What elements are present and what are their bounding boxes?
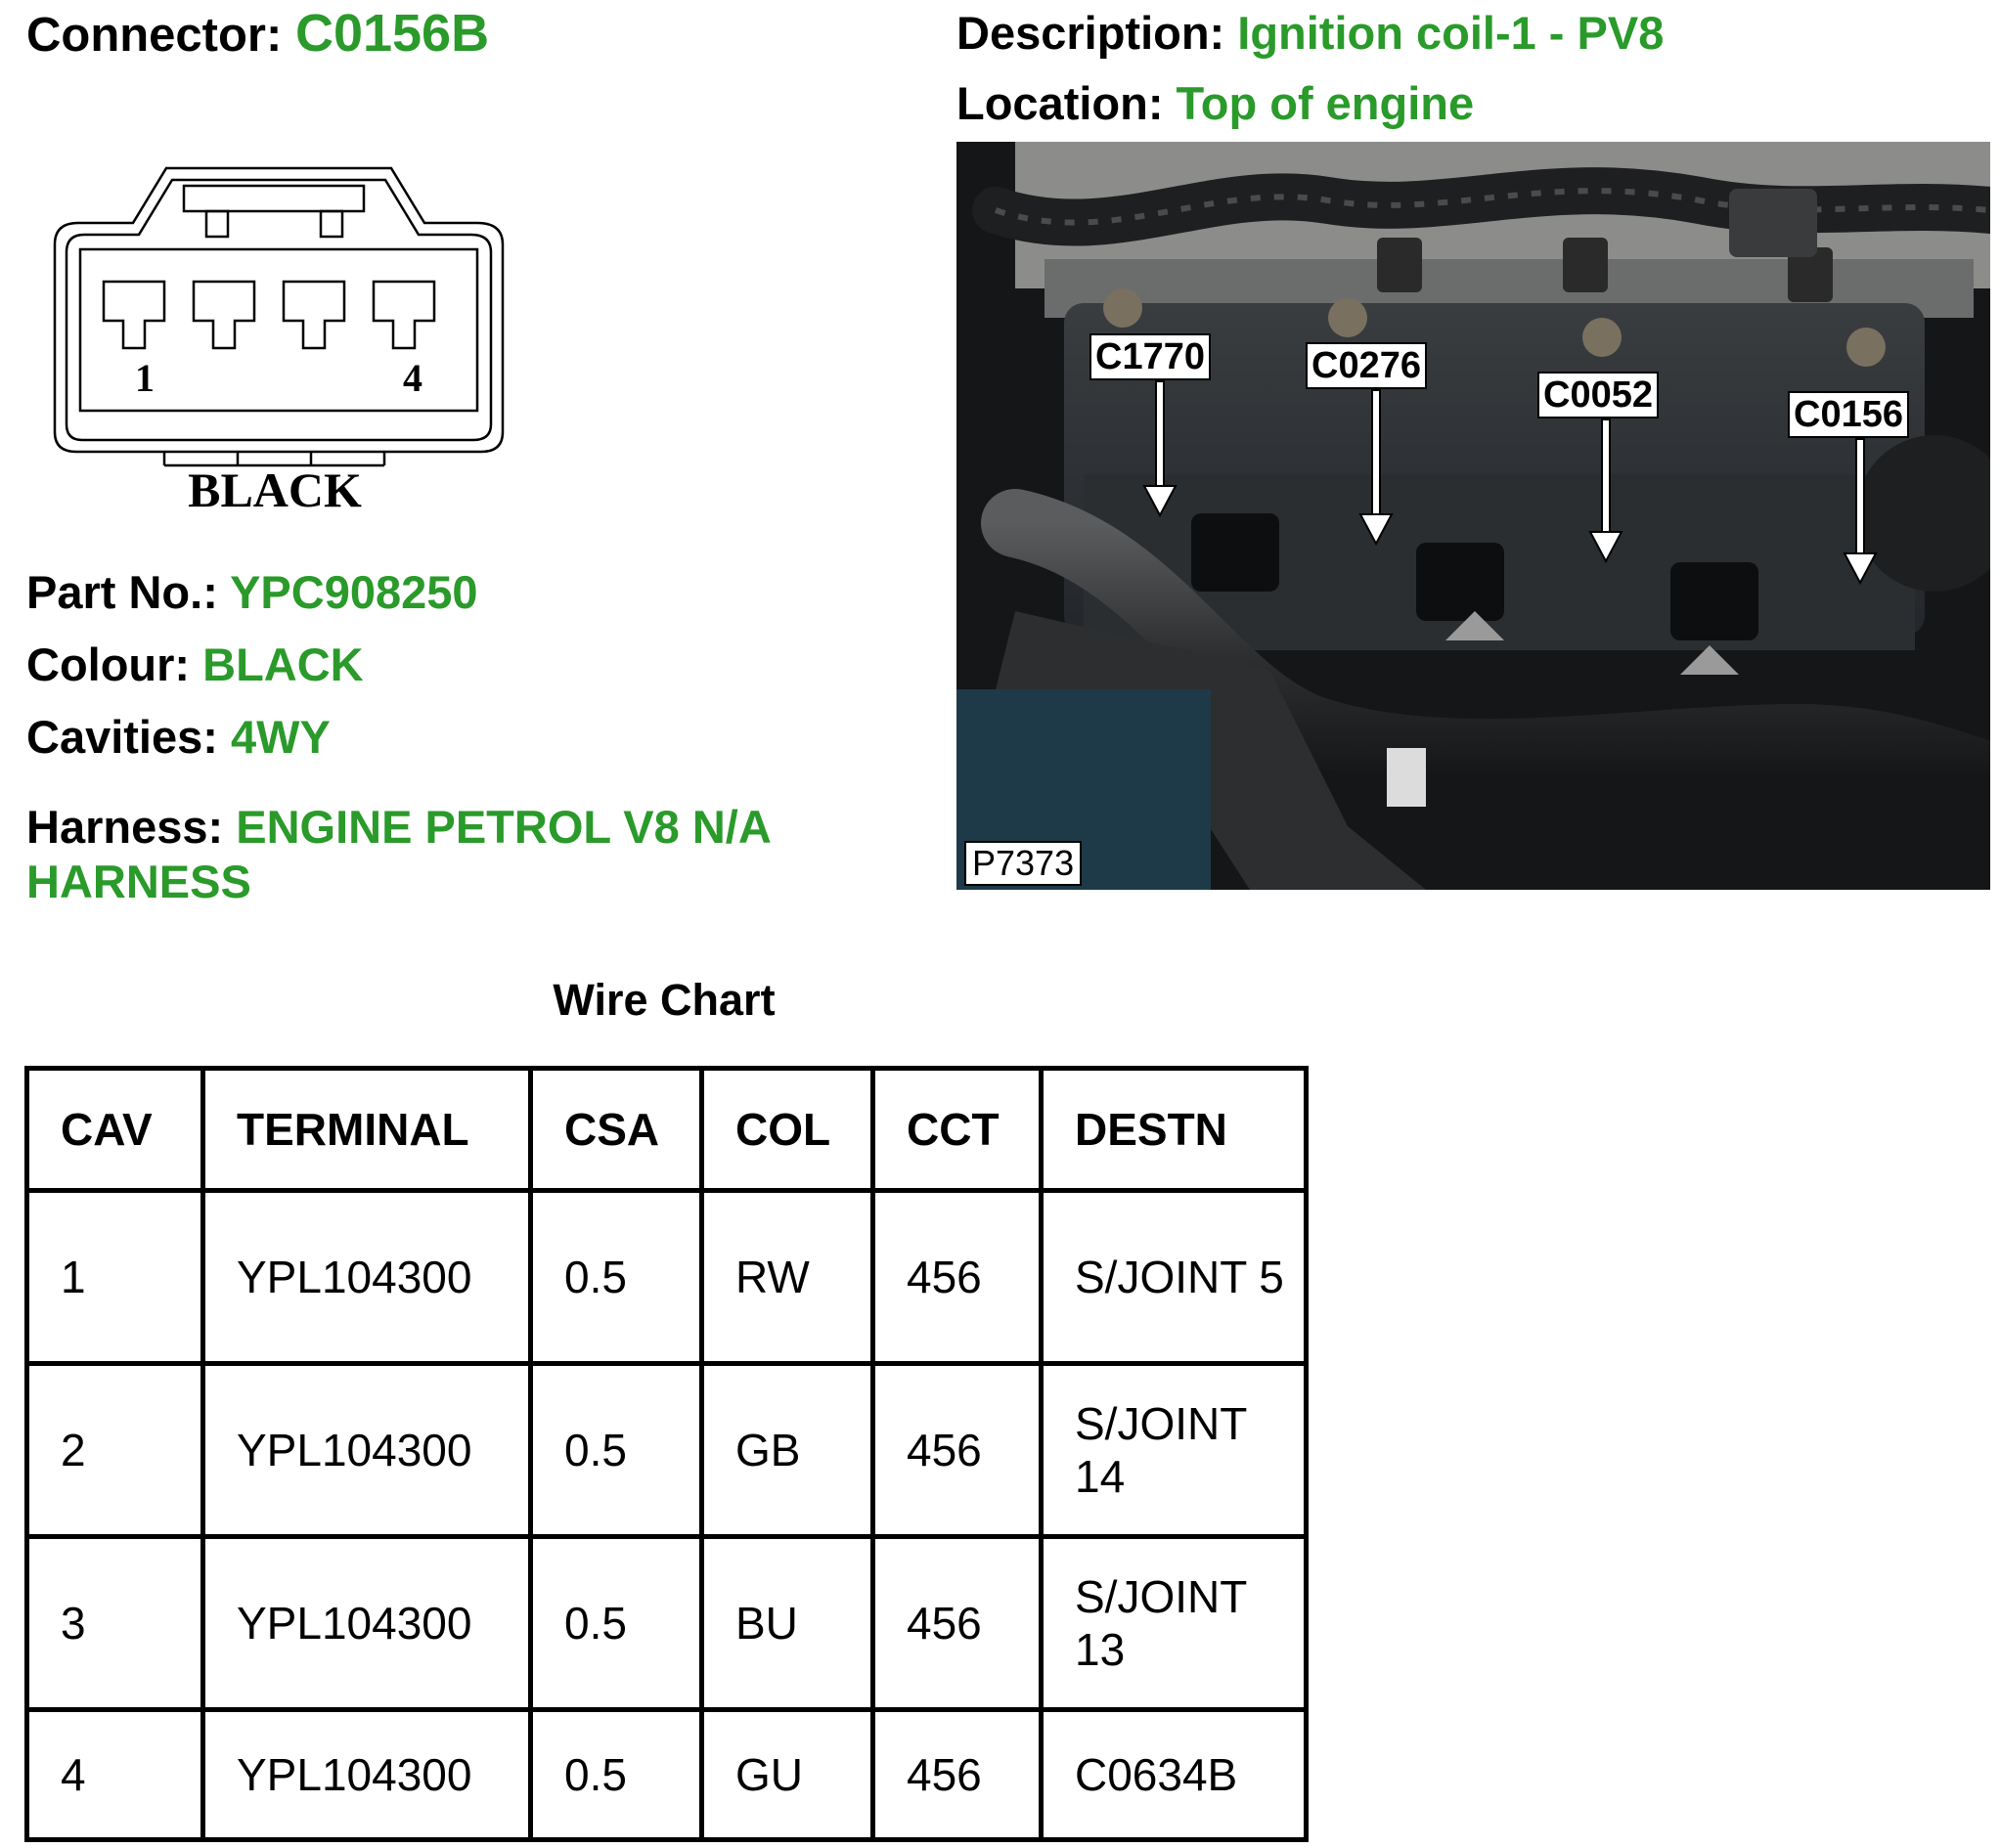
cavity-2 [194,282,254,348]
arrow-head-c0156 [1844,553,1876,583]
part-no-field [26,565,478,620]
cell-csa: 0.5 [531,1364,702,1537]
colour-label: Colour: [26,638,191,690]
cavities-value: 4WY [230,711,331,763]
wire-chart-title: Wire Chart [553,975,776,1025]
connector-field [26,6,489,63]
arrow-head-c0052 [1590,532,1622,561]
header-cav: CAV [27,1069,203,1191]
connector-face-diagram [27,156,521,508]
colour-field [26,638,364,692]
harness-label: Harness: [26,801,224,853]
cell-terminal: YPL104300 [203,1364,531,1537]
part-no-label: Part No.: [26,566,218,618]
cell-destn: S/JOINT 5 [1042,1191,1307,1364]
harness-field [26,800,867,909]
part-no-value: YPC908250 [230,566,478,618]
cell-cct: 456 [873,1364,1042,1537]
header-csa: CSA [531,1069,702,1191]
table-row [27,1537,1307,1710]
latch-bar [184,186,364,211]
callout-c0276: C0276 [1306,342,1427,389]
table-row [27,1191,1307,1364]
cell-cav: 4 [27,1710,203,1840]
header-col: COL [702,1069,873,1191]
pin-4-number: 4 [403,356,422,400]
table-row [27,1710,1307,1840]
cell-terminal: YPL104300 [203,1710,531,1840]
cavity-1 [104,282,164,348]
header-cct: CCT [873,1069,1042,1191]
description-field [956,6,1664,61]
cavities-field [26,710,331,765]
location-label: Location: [956,77,1164,129]
drawing-colour-label: BLACK [188,462,362,508]
cavities-label: Cavities: [26,711,218,763]
table-header-row [27,1069,1307,1191]
cell-csa: 0.5 [531,1191,702,1364]
latch-post-right [321,211,342,237]
cell-terminal: YPL104300 [203,1537,531,1710]
harness-value: ENGINE PETROL V8 N/A HARNESS [26,801,771,907]
cell-cct: 456 [873,1710,1042,1840]
location-field [956,76,1474,131]
pin-1-number: 1 [135,356,155,400]
cell-cct: 456 [873,1537,1042,1710]
callout-c0156: C0156 [1788,391,1909,438]
cell-csa: 0.5 [531,1537,702,1710]
arrow-shaft-c0052 [1602,419,1610,535]
cell-cav: 2 [27,1364,203,1537]
connector-value: C0156B [294,4,490,63]
cavity-3 [284,282,344,348]
location-value: Top of engine [1176,77,1475,129]
engine-location-photo [956,142,1990,890]
cell-destn: C0634B [1042,1710,1307,1840]
cell-destn: S/JOINT 13 [1042,1537,1307,1710]
cell-csa: 0.5 [531,1710,702,1840]
header-terminal: TERMINAL [203,1069,531,1191]
header-destn: DESTN [1042,1069,1307,1191]
latch-post-left [206,211,228,237]
arrow-head-c1770 [1144,486,1176,515]
cell-cct: 456 [873,1191,1042,1364]
arrow-shaft-c0156 [1856,439,1864,556]
callout-arrows [956,142,1990,890]
colour-value: BLACK [202,638,364,690]
connector-label: Connector: [26,9,283,62]
cell-cav: 3 [27,1537,203,1710]
arrow-shaft-c1770 [1156,381,1164,489]
cell-col: GB [702,1364,873,1537]
arrow-head-c0276 [1360,514,1392,544]
wire-chart-table [24,1066,1309,1842]
description-label: Description: [956,7,1225,59]
cell-col: RW [702,1191,873,1364]
callout-c1770: C1770 [1089,333,1211,380]
cell-col: BU [702,1537,873,1710]
table-row [27,1364,1307,1537]
cell-terminal: YPL104300 [203,1191,531,1364]
cell-col: GU [702,1710,873,1840]
cell-destn: S/JOINT 14 [1042,1364,1307,1537]
cell-cav: 1 [27,1191,203,1364]
description-value: Ignition coil-1 - PV8 [1237,7,1665,59]
cavity-4 [374,282,434,348]
arrow-shaft-c0276 [1372,390,1380,517]
callout-c0052: C0052 [1537,372,1659,418]
photo-reference: P7373 [964,841,1082,886]
